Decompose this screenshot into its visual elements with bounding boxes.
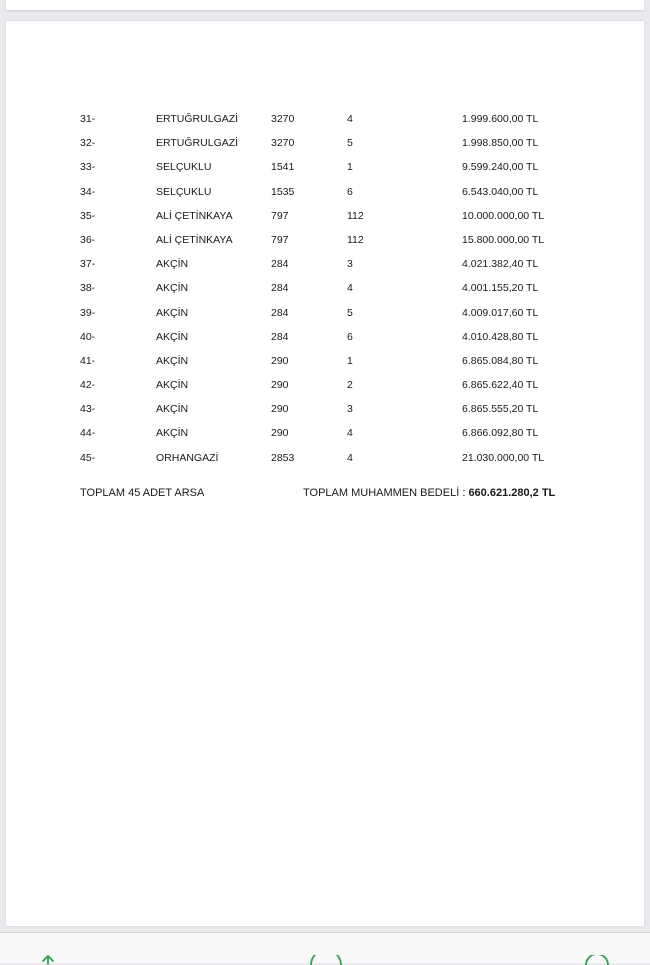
row-number: 31- <box>80 113 96 125</box>
table-row <box>6 307 644 331</box>
row-neighborhood: ERTUĞRULGAZİ <box>156 137 239 150</box>
table-row <box>6 403 644 427</box>
row-number: 34- <box>80 185 96 198</box>
row-value: 6.865.084,80 TL <box>462 354 539 367</box>
table-row <box>6 282 644 306</box>
table-row <box>6 137 644 161</box>
table-row <box>6 379 644 403</box>
row-neighborhood: AKÇİN <box>156 354 189 367</box>
row-value: 6.543.040,00 TL <box>462 185 539 198</box>
row-number: 33- <box>80 161 96 174</box>
row-parcel: 4 <box>347 427 353 440</box>
row-number: 43- <box>80 403 96 416</box>
row-parcel: 112 <box>347 233 364 246</box>
row-number: 38- <box>80 282 96 295</box>
circle-action-icon[interactable] <box>584 955 610 965</box>
row-number: 44- <box>80 427 96 440</box>
row-block: 2853 <box>271 451 295 464</box>
row-value: 4.010.428,80 TL <box>462 330 539 343</box>
row-neighborhood: AKÇİN <box>156 403 189 416</box>
table-row <box>6 234 644 258</box>
row-value: 4.021.382,40 TL <box>462 258 539 271</box>
row-number: 36- <box>80 233 96 246</box>
row-neighborhood: AKÇİN <box>156 306 189 319</box>
row-value: 1.998.850,00 TL <box>462 137 539 150</box>
row-value: 4.001.155,20 TL <box>462 282 539 295</box>
row-number: 42- <box>80 379 96 392</box>
table-row <box>6 258 644 282</box>
bottom-toolbar <box>0 932 650 963</box>
row-block: 290 <box>271 403 289 416</box>
total-count: TOPLAM 45 ADET ARSA <box>80 487 205 499</box>
row-number: 32- <box>80 137 96 150</box>
row-neighborhood: AKÇİN <box>156 282 189 295</box>
row-parcel: 5 <box>347 137 353 150</box>
row-block: 1535 <box>271 185 295 198</box>
parcel-list <box>6 113 644 476</box>
row-parcel: 4 <box>347 113 353 125</box>
total-value-label: TOPLAM MUHAMMEN BEDELİ : <box>303 487 469 499</box>
row-neighborhood: ORHANGAZİ <box>156 451 219 464</box>
row-parcel: 4 <box>347 282 353 295</box>
row-parcel: 112 <box>347 209 364 222</box>
row-parcel: 6 <box>347 185 353 198</box>
row-parcel: 5 <box>347 306 353 319</box>
table-row <box>6 331 644 355</box>
row-number: 40- <box>80 330 96 343</box>
row-parcel: 4 <box>347 451 353 464</box>
row-parcel: 6 <box>347 330 353 343</box>
row-block: 3270 <box>271 113 295 125</box>
row-number: 39- <box>80 306 96 319</box>
row-neighborhood: SELÇUKLU <box>156 185 212 198</box>
row-block: 3270 <box>271 137 295 150</box>
row-value: 1.999.600,00 TL <box>462 113 539 125</box>
row-value: 6.865.622,40 TL <box>462 379 539 392</box>
row-parcel: 1 <box>347 161 353 174</box>
row-block: 284 <box>271 330 289 343</box>
circle-action-icon[interactable] <box>309 955 343 965</box>
table-row <box>6 186 644 210</box>
table-row <box>6 355 644 379</box>
table-row <box>6 210 644 234</box>
row-number: 45- <box>80 451 96 464</box>
row-block: 284 <box>271 306 289 319</box>
row-block: 1541 <box>271 161 295 174</box>
total-value-amount: 660.621.280,2 TL <box>468 487 556 499</box>
row-block: 290 <box>271 379 289 392</box>
row-block: 284 <box>271 282 289 295</box>
row-neighborhood: SELÇUKLU <box>156 161 212 174</box>
row-value: 4.009.017,60 TL <box>462 306 539 319</box>
previous-page-edge <box>6 0 644 10</box>
row-block: 284 <box>271 258 289 271</box>
row-neighborhood: AKÇİN <box>156 330 189 343</box>
row-block: 290 <box>271 427 289 440</box>
row-number: 37- <box>80 258 96 271</box>
row-block: 797 <box>271 233 289 246</box>
total-value <box>303 487 555 499</box>
row-number: 35- <box>80 209 96 222</box>
row-value: 9.599.240,00 TL <box>462 161 539 174</box>
row-neighborhood: AKÇİN <box>156 258 189 271</box>
row-value: 6.866.092,80 TL <box>462 427 539 440</box>
row-parcel: 1 <box>347 354 353 367</box>
row-parcel: 2 <box>347 379 353 392</box>
share-icon[interactable] <box>38 955 58 965</box>
row-neighborhood: AKÇİN <box>156 427 189 440</box>
row-value: 21.030.000,00 TL <box>462 451 545 464</box>
table-row <box>6 161 644 185</box>
row-neighborhood: ERTUĞRULGAZİ <box>156 113 239 125</box>
table-row <box>6 113 644 137</box>
row-neighborhood: ALİ ÇETİNKAYA <box>156 233 233 246</box>
table-row <box>6 427 644 451</box>
row-neighborhood: AKÇİN <box>156 379 189 392</box>
row-value: 15.800.000,00 TL <box>462 233 545 246</box>
row-block: 797 <box>271 209 289 222</box>
row-parcel: 3 <box>347 403 353 416</box>
row-neighborhood: ALİ ÇETİNKAYA <box>156 209 233 222</box>
row-number: 41- <box>80 354 96 367</box>
row-parcel: 3 <box>347 258 353 271</box>
document-page <box>6 21 644 926</box>
row-block: 290 <box>271 354 289 367</box>
table-row <box>6 452 644 476</box>
row-value: 6.865.555,20 TL <box>462 403 539 416</box>
row-value: 10.000.000,00 TL <box>462 209 545 222</box>
